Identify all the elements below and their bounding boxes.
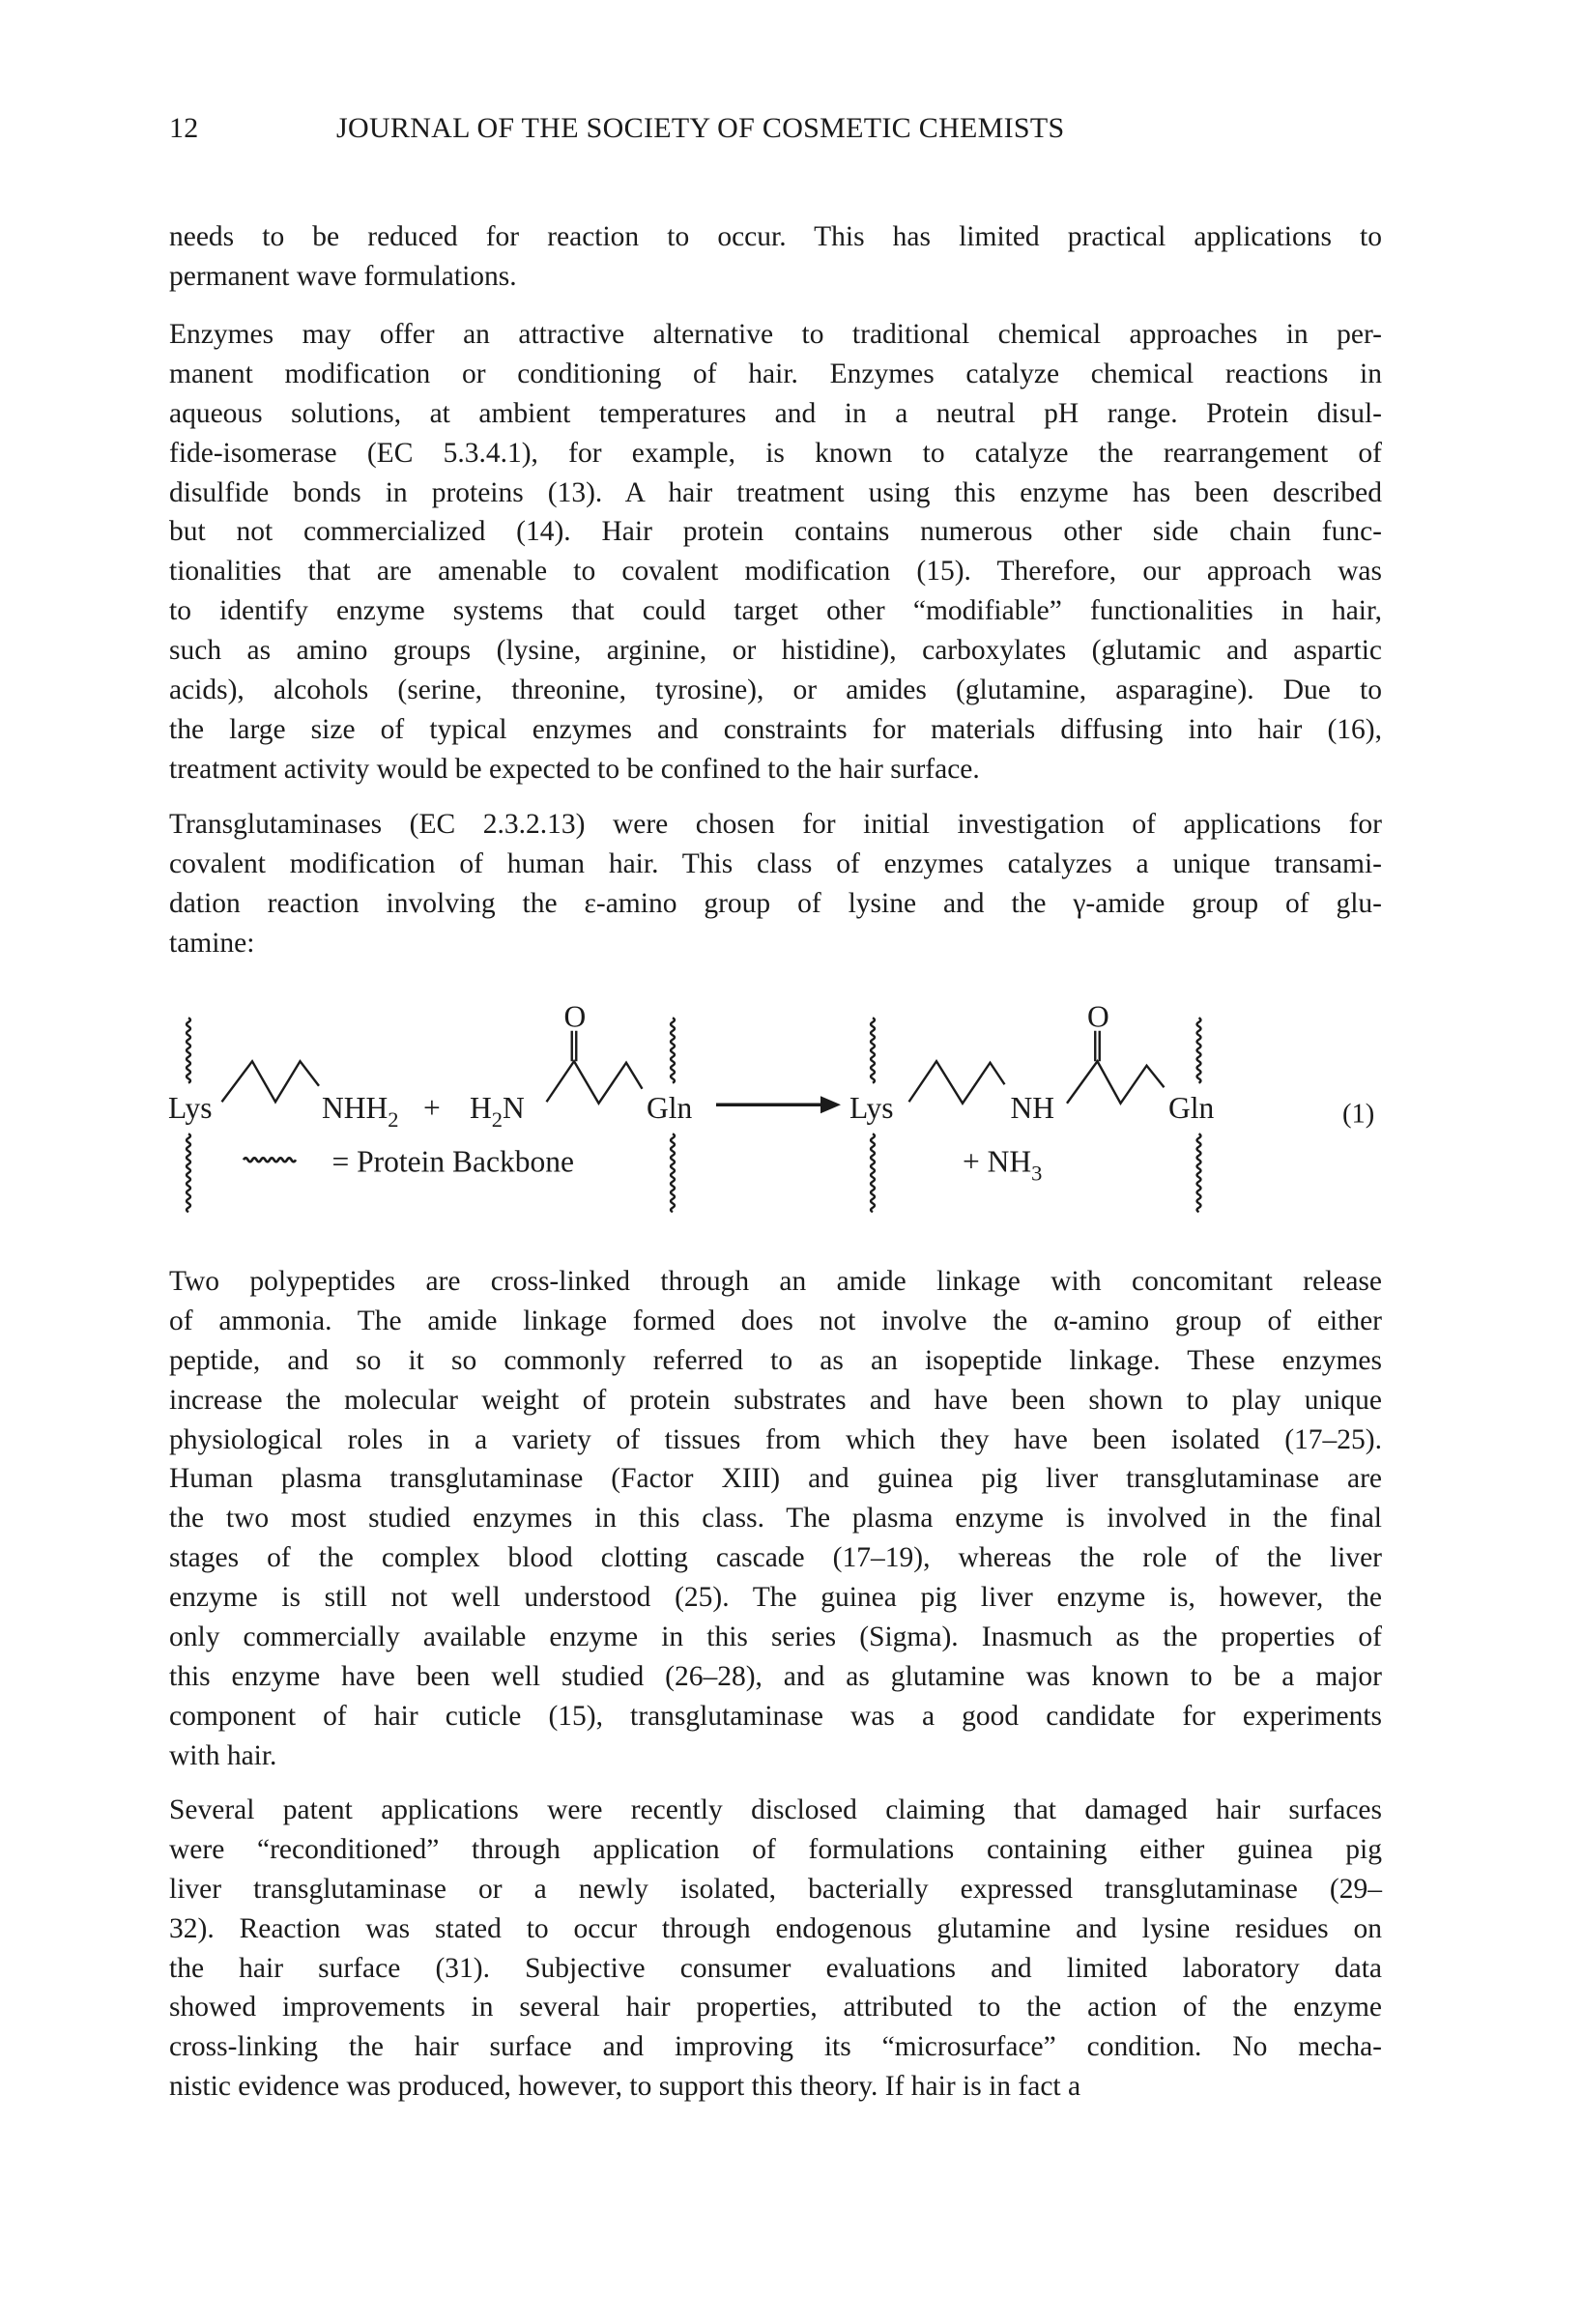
gln-label: Gln (647, 1090, 693, 1125)
h2n-label: $H_2N$ (470, 1090, 525, 1132)
text-line: stages of the complex blood clotting cascade (17–19), whereas the role of the liver (169, 1542, 1382, 1574)
ammonia-label: + $NH_3$ (963, 1144, 1043, 1186)
text-line: to identify enzyme systems that could target other “modifiable” functionalities in hair, (169, 595, 1382, 627)
text-line: but not commercialized (14). Hair protein contains numerous other side chain func- (169, 516, 1382, 548)
text-line: liver transglutaminase or a newly isolated, bacterially expressed transglutaminase (29– (169, 1873, 1382, 1905)
text-line: fide-isomerase (EC 5.3.4.1), for example, is known to catalyze the rearrangement of (169, 437, 1382, 469)
text-line: such as amino groups (lysine, arginine, or histidine), carboxylates (glutamic and aspartic (169, 635, 1382, 667)
amine-label: $NHH_2$ (322, 1090, 399, 1132)
text-line: needs to be reduced for reaction to occur. This has limited practical applications to (169, 221, 1382, 252)
protein-backbone-wavy-line (187, 1133, 190, 1212)
text-line: Two polypeptides are cross-linked through an amide linkage with concomitant release (169, 1266, 1382, 1297)
protein-backbone-wavy-line (871, 1133, 875, 1212)
page-number: 12 (169, 112, 199, 144)
text-line: the two most studied enzymes in this class. The plasma enzyme is involved in the final (169, 1503, 1382, 1535)
text-line: the large size of typical enzymes and constraints for materials diffusing into hair (16), (169, 713, 1382, 745)
text-line: with hair. (169, 1739, 277, 1771)
text-line: increase the molecular weight of protein substrates and have been shown to play unique (169, 1384, 1382, 1416)
product-gln-label: Gln (1168, 1090, 1215, 1125)
product-glutamine-chain-bond (1067, 1061, 1165, 1104)
glutamine-chain-bond (547, 1061, 643, 1104)
journal-title: JOURNAL OF THE SOCIETY OF COSMETIC CHEMISTS (336, 112, 1065, 144)
text-line: tionalities that are amenable to covalent modification (15). Therefore, our approach was (169, 556, 1382, 588)
lys-label: Lys (168, 1090, 213, 1125)
protein-backbone-wavy-line (671, 1133, 675, 1212)
protein-backbone-wavy-line (1197, 1133, 1201, 1212)
text-line: nistic evidence was produced, however, to support this theory. If hair is in fact a (169, 2071, 1081, 2103)
text-line: Several patent applications were recently disclosed claiming that damaged hair surfaces (169, 1794, 1382, 1825)
text-line: aqueous solutions, at ambient temperatures and in a neutral pH range. Protein disul- (169, 397, 1382, 429)
text-line: peptide, and so it so commonly referred to as an isopeptide linkage. These enzymes (169, 1344, 1382, 1376)
text-line: 32). Reaction was stated to occur through endogenous glutamine and lysine residues on (169, 1912, 1382, 1944)
reaction-arrow-head (820, 1096, 841, 1113)
backbone-legend: = Protein Backbone (331, 1144, 574, 1179)
text-line: this enzyme have been well studied (26–28), and as glutamine was known to be a major (169, 1660, 1382, 1692)
protein-backbone-wavy-line (871, 1018, 875, 1083)
product-oxygen-label: O (1087, 999, 1109, 1034)
product-lys-label: Lys (849, 1090, 894, 1125)
nh-label: NH (1010, 1090, 1054, 1125)
text-line: acids), alcohols (serine, threonine, tyrosine), or amides (glutamine, asparagine). Due to (169, 674, 1382, 706)
text-line: covalent modification of human hair. This class of enzymes catalyzes a unique transami- (169, 847, 1382, 879)
text-line: enzyme is still not well understood (25). The guinea pig liver enzyme is, however, the (169, 1582, 1382, 1614)
text-line: only commercially available enzyme in this series (Sigma). Inasmuch as the properties of (169, 1621, 1382, 1653)
text-line: Human plasma transglutaminase (Factor XIII) and guinea pig liver transglutaminase are (169, 1463, 1382, 1495)
text-line: dation reaction involving the ε-amino group of lysine and the γ-amide group of glu- (169, 887, 1382, 919)
text-line: showed improvements in several hair properties, attributed to the action of the enzyme (169, 1992, 1382, 2023)
text-line: physiological roles in a variety of tissues from which they have been isolated (17–25). (169, 1423, 1382, 1455)
text-line: cross-linking the hair surface and improving its “microsurface” condition. No mecha- (169, 2031, 1382, 2063)
text-line: treatment activity would be expected to be confined to the hair surface. (169, 753, 980, 785)
backbone-legend-symbol (244, 1158, 296, 1162)
oxygen-label: O (563, 999, 587, 1034)
protein-backbone-wavy-line (671, 1018, 675, 1083)
lysine-chain-bond (222, 1061, 320, 1102)
text-line: Transglutaminases (EC 2.3.2.13) were chosen for initial investigation of applications for (169, 809, 1382, 840)
plus-sign: + (423, 1090, 441, 1125)
text-line: the hair surface (31). Subjective consumer evaluations and limited laboratory data (169, 1952, 1382, 1984)
protein-backbone-wavy-line (187, 1018, 190, 1083)
product-lysine-chain-bond (909, 1061, 1005, 1104)
text-line: were “reconditioned” through application of formulations containing either guinea pig (169, 1833, 1382, 1865)
equation-number: (1) (1342, 1099, 1375, 1130)
text-line: Enzymes may offer an attractive alternative to traditional chemical approaches in per- (169, 319, 1382, 350)
text-line: disulfide bonds in proteins (13). A hair treatment using this enzyme has been described (169, 476, 1382, 508)
text-line: component of hair cuticle (15), transglutaminase was a good candidate for experiments (169, 1700, 1382, 1732)
protein-backbone-wavy-line (1197, 1018, 1201, 1083)
text-line: permanent wave formulations. (169, 260, 517, 292)
text-line: manent modification or conditioning of hair. Enzymes catalyze chemical reactions in (169, 358, 1382, 389)
text-line: tamine: (169, 927, 255, 959)
text-line: of ammonia. The amide linkage formed does not involve the α-amino group of either (169, 1305, 1382, 1336)
